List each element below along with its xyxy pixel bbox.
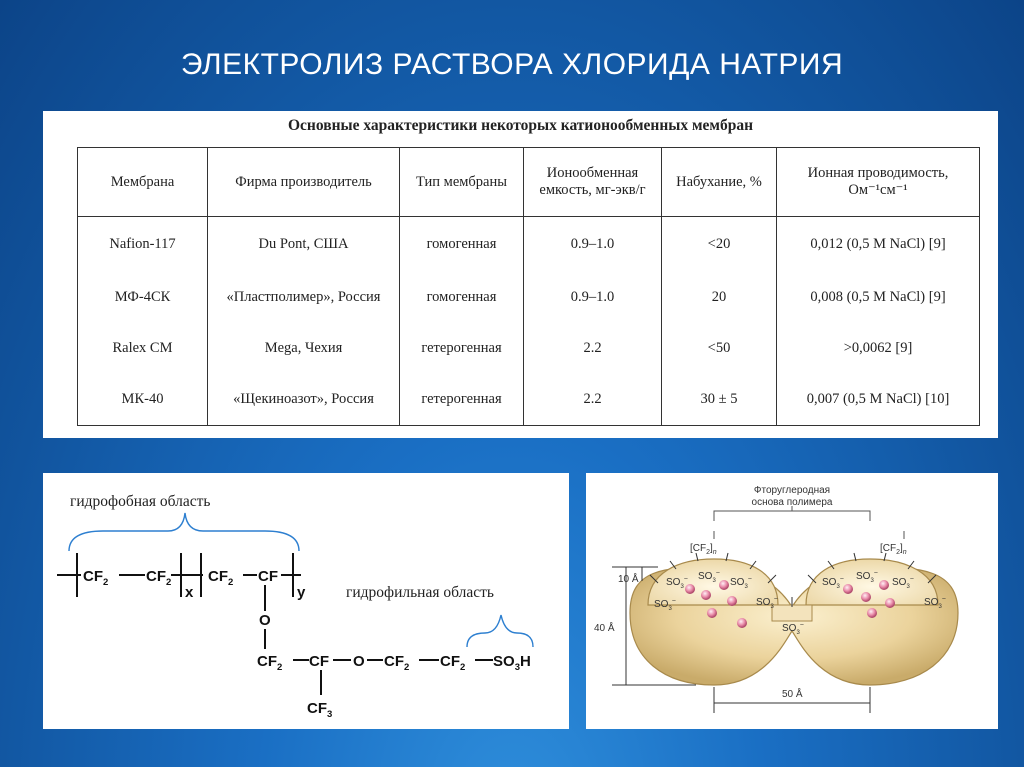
table-row bbox=[78, 374, 980, 426]
cf-group: CF bbox=[258, 568, 278, 585]
cell-conductivity: 0,008 (0,5 M NaCl) [9] bbox=[777, 272, 980, 323]
polymer-backbone-label-2: основа полимера bbox=[751, 497, 833, 508]
table-row bbox=[78, 217, 980, 273]
hydrophilic-brace bbox=[467, 615, 533, 647]
cell-conductivity: 0,012 (0,5 M NaCl) [9] bbox=[777, 217, 980, 273]
svg-text:SO3−: $SO_3^-$ bbox=[730, 576, 752, 590]
cell-manufacturer: «Пластполимер», Россия bbox=[208, 272, 400, 323]
col-header-conductivity: Ионная проводимость, Ом⁻¹см⁻¹ bbox=[777, 148, 980, 217]
table-row bbox=[78, 272, 980, 323]
col-header-membrane: Мембрана bbox=[78, 148, 208, 217]
cf2-group: $CF_2$ bbox=[146, 568, 172, 588]
hydrophilic-label: гидрофильная область bbox=[346, 584, 494, 601]
cf2-group: $CF_2$ bbox=[257, 653, 283, 673]
cell-type: гомогенная bbox=[400, 217, 524, 273]
cell-membrane: МК-40 bbox=[78, 374, 208, 426]
svg-text:SO3−: $SO_3^-$ bbox=[924, 596, 946, 610]
cell-conductivity: >0,0062 [9] bbox=[777, 323, 980, 374]
subscript-y: y bbox=[297, 584, 306, 601]
nafion-structure-panel bbox=[43, 473, 569, 729]
svg-text:SO3−: $SO_3^-$ bbox=[756, 596, 778, 610]
svg-text:SO3−: $SO_3^-$ bbox=[666, 576, 688, 590]
cf-group: CF bbox=[309, 653, 329, 670]
cf2-group: $CF_2$ bbox=[83, 568, 109, 588]
cell-type: гетерогенная bbox=[400, 374, 524, 426]
cell-membrane: Ralex CM bbox=[78, 323, 208, 374]
ether-oxygen: O bbox=[259, 612, 271, 629]
cell-type: гетерогенная bbox=[400, 323, 524, 374]
table-header-row bbox=[78, 148, 980, 217]
slide-title: ЭЛЕКТРОЛИЗ РАСТВОРА ХЛОРИДА НАТРИЯ bbox=[180, 48, 844, 81]
so3h-group: $SO_3H$ bbox=[493, 653, 531, 673]
cell-membrane: МФ-4СК bbox=[78, 272, 208, 323]
membrane-table-panel bbox=[43, 111, 998, 438]
cell-swelling: <50 bbox=[662, 323, 777, 374]
cell-manufacturer: «Щекиноазот», Россия bbox=[208, 374, 400, 426]
cell-conductivity: 0,007 (0,5 M NaCl) [10] bbox=[777, 374, 980, 426]
svg-text:SO3−: $SO_3^-$ bbox=[698, 570, 720, 584]
svg-text:SO3−: $SO_3^-$ bbox=[782, 622, 804, 636]
cell-capacity: 2.2 bbox=[524, 374, 662, 426]
col-header-capacity: Ионообменная емкость, мг-экв/г bbox=[524, 148, 662, 217]
cf2-group: $CF_2$ bbox=[384, 653, 410, 673]
cell-capacity: 0.9–1.0 bbox=[524, 272, 662, 323]
hydrophobic-brace bbox=[69, 513, 299, 551]
cf2n-right-label: $[CF_2]_n$ bbox=[880, 543, 907, 556]
svg-text:SO3−: $SO_3^-$ bbox=[856, 570, 878, 584]
svg-text:SO3−: $SO_3^-$ bbox=[822, 576, 844, 590]
cell-manufacturer: Mega, Чехия bbox=[208, 323, 400, 374]
cf2-group: $CF_2$ bbox=[440, 653, 466, 673]
connecting-channel bbox=[772, 605, 812, 621]
cell-capacity: 0.9–1.0 bbox=[524, 217, 662, 273]
col-header-manufacturer: Фирма производитель bbox=[208, 148, 400, 217]
subscript-x: x bbox=[185, 584, 194, 601]
col-header-type: Тип мембраны bbox=[400, 148, 524, 217]
ionic-cluster-diagram bbox=[586, 473, 998, 729]
cf2-group: $CF_2$ bbox=[208, 568, 234, 588]
cell-swelling: 20 bbox=[662, 272, 777, 323]
cf2n-left-label: $[CF_2]_n$ bbox=[690, 543, 717, 556]
cell-type: гомогенная bbox=[400, 272, 524, 323]
cell-swelling: <20 bbox=[662, 217, 777, 273]
cell-swelling: 30 ± 5 bbox=[662, 374, 777, 426]
dimension-50: 50 Å bbox=[782, 689, 803, 700]
table-row bbox=[78, 323, 980, 374]
svg-text:SO3−: $SO_3^-$ bbox=[892, 576, 914, 590]
nafion-structure-diagram bbox=[43, 473, 569, 729]
hydrophobic-label: гидрофобная область bbox=[70, 493, 211, 510]
ionic-cluster-panel bbox=[586, 473, 998, 729]
table-caption: Основные характеристики некоторых катионообменных мембран bbox=[287, 117, 754, 134]
cell-membrane: Nafion-117 bbox=[78, 217, 208, 273]
col-header-swelling: Набухание, % bbox=[662, 148, 777, 217]
dimension-40: 40 Å bbox=[594, 623, 615, 634]
cell-capacity: 2.2 bbox=[524, 323, 662, 374]
ether-oxygen: O bbox=[353, 653, 365, 670]
membrane-table bbox=[77, 147, 980, 426]
backbone-leader-line bbox=[714, 511, 870, 521]
svg-text:SO3−: $SO_3^-$ bbox=[654, 598, 676, 612]
dimension-10: 10 Å bbox=[618, 574, 639, 585]
cf3-group: $CF_3$ bbox=[307, 700, 333, 720]
cell-manufacturer: Du Pont, США bbox=[208, 217, 400, 273]
polymer-backbone-label: Фторуглеродная bbox=[753, 485, 831, 496]
